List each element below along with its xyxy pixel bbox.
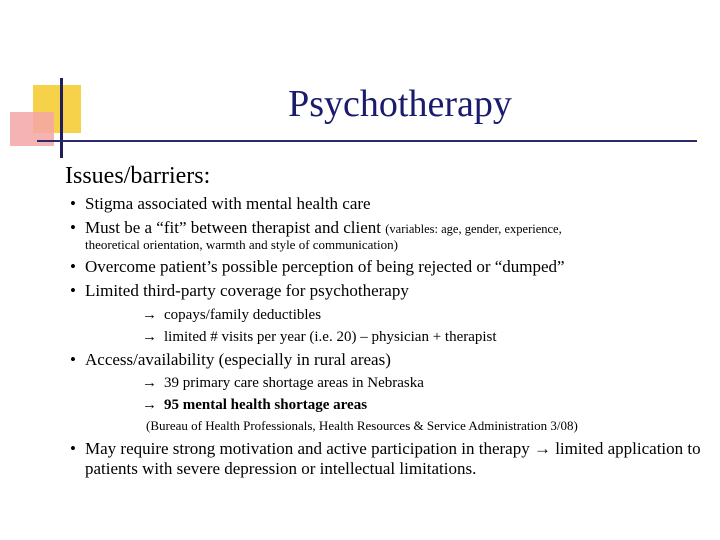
bullet-item: • Access/availability (especially in rural areas): [70, 350, 391, 369]
title-divider: [37, 140, 697, 142]
bullet-icon: •: [70, 439, 76, 458]
arrow-icon: →: [142, 307, 157, 323]
sub-item: → 39 primary care shortage areas in Nebraska: [142, 375, 424, 391]
bullet-item: • Must be a “fit” between therapist and client (variables: age, gender, experience,: [70, 218, 562, 237]
bullet-item: • Limited third-party coverage for psychotherapy: [70, 281, 409, 300]
bullet-icon: •: [70, 281, 76, 300]
arrow-icon: →: [142, 397, 157, 413]
bullet-item: • Overcome patient’s possible perception of being rejected or “dumped”: [70, 257, 565, 276]
bullet-icon: •: [70, 350, 76, 369]
source-citation: (Bureau of Health Professionals, Health Resources & Service Administration 3/08): [146, 418, 578, 433]
logo-vertical-line: [60, 78, 63, 158]
slide-title: Psychotherapy: [288, 83, 512, 125]
arrow-icon: →: [142, 329, 157, 345]
bullet-icon: •: [70, 218, 76, 237]
slide-heading: Issues/barriers:: [65, 163, 211, 189]
bullet-icon: •: [70, 257, 76, 276]
bullet-item: • Stigma associated with mental health care: [70, 194, 371, 213]
arrow-icon: →: [142, 375, 157, 391]
sub-item: → copays/family deductibles: [142, 307, 322, 323]
bullet-icon: •: [70, 194, 76, 213]
fit-note-continued: theoretical orientation, warmth and style of communication): [85, 237, 398, 252]
sub-item: → 95 mental health shortage areas: [142, 397, 368, 413]
sub-item: → limited # visits per year (i.e. 20) – physician + therapist: [142, 329, 497, 345]
bullet-item: • May require strong motivation and active participation in therapy → limited application to patients with severe depression or intellectual limitations.: [70, 439, 701, 478]
fit-note: (variables: age, gender, experience,: [385, 222, 562, 236]
